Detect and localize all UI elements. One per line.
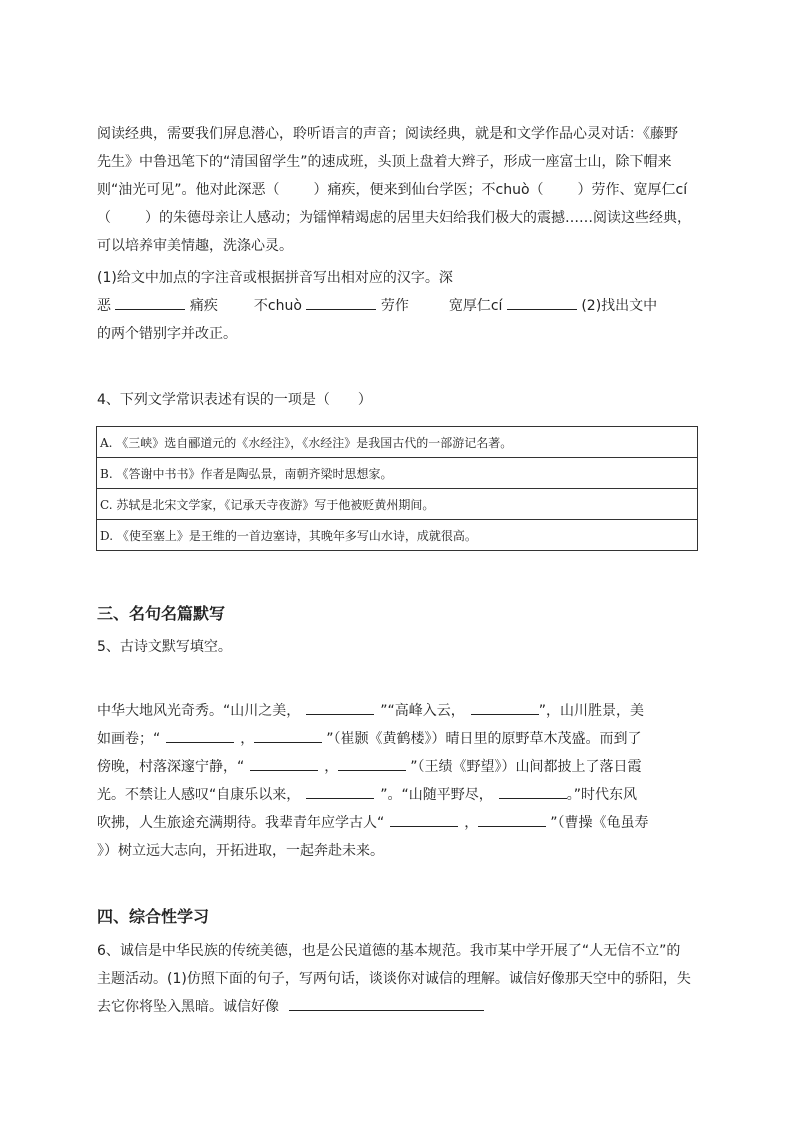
subquestion-line: 的两个错别字并改正。 — [97, 326, 237, 342]
answer-blank[interactable] — [499, 782, 567, 799]
q5-text: ， — [240, 731, 255, 747]
answer-blank[interactable] — [166, 726, 234, 743]
passage-line: 先生》中鲁迅笔下的“清国留学生”的速成班，头顶上盘着大辫子，形成一座富士山，除下帽来 — [97, 154, 672, 170]
q5-line: 》）树立远大志向，开拓进取，一起奔赴未来。 — [97, 843, 384, 859]
q5-line — [97, 725, 697, 753]
q3-subquestions — [97, 264, 697, 348]
q5-stem: 5、古诗文默写填空。 — [97, 639, 232, 655]
option-b[interactable]: B. 《答谢中书书》作者是陶弘景，南朝齐梁时思想家。 — [97, 458, 698, 489]
option-c[interactable]: C. 苏轼是北宋文学家，《记承天寺夜游》写于他被贬黄州期间。 — [97, 489, 698, 520]
option-d[interactable]: D. 《使至塞上》是王维的一首边塞诗，其晚年多写山水诗，成就很高。 — [97, 520, 698, 551]
q5-text: ”。“山随平野尽， — [380, 787, 493, 803]
q5-text: 如画卷；“ — [97, 731, 161, 747]
q5-text: ”，山川胜景，美 — [538, 703, 645, 719]
q5-text: 中华大地风光奇秀。“山川之美， — [97, 703, 301, 719]
q5-text: ”（王绩《野望》）山间都披上了落日霞 — [410, 759, 642, 775]
q5-text: ， — [324, 759, 339, 775]
answer-blank[interactable] — [115, 293, 185, 310]
q4-options-table — [96, 426, 698, 551]
q5-text: 。”时代东风 — [566, 787, 638, 803]
q5-text: ”（崔颢《黄鹤楼》）晴日里的原野草木茂盛。而到了 — [326, 731, 642, 747]
answer-blank[interactable] — [254, 726, 322, 743]
q5-text: ”（曹操《龟虽寿 — [550, 815, 649, 831]
answer-blank[interactable] — [390, 810, 458, 827]
q6-line: 主题活动。(1)仿照下面的句子，写两句话，谈谈你对诚信的理解。诚信好像那天空中的骄阳，失 — [97, 971, 691, 987]
answer-blank[interactable] — [478, 810, 546, 827]
q6-passage — [97, 937, 697, 1021]
answer-blank[interactable] — [338, 754, 406, 771]
q5-text: 吹拂，人生旅途充满期待。我辈青年应学古人“ — [97, 815, 385, 831]
q5-text: ”“高峰入云， — [380, 703, 465, 719]
passage-text: ）劳作、宽厚仁cí — [577, 182, 688, 198]
passage-text: ）痛疾，便来到仙台学医；不chuò（ — [313, 182, 544, 198]
q5-text: 傍晚，村落深邃宁静，“ — [97, 759, 245, 775]
passage-line: 可以培养审美情趣，洗涤心灵。 — [97, 238, 293, 254]
passage-line: 阅读经典，需要我们屏息潜心，聆听语言的声音；阅读经典，就是和文学作品心灵对话：《藤野 — [97, 126, 678, 142]
word-label: 恶 — [97, 298, 111, 314]
word-label: 劳作 — [380, 298, 409, 314]
word-label: 痛疾 — [189, 298, 218, 314]
section-heading: 四、综合性学习 — [97, 907, 210, 926]
answer-blank[interactable] — [289, 994, 484, 1011]
q3-passage — [97, 120, 697, 260]
word-label: 不chuò — [253, 298, 302, 314]
section-heading: 三、名句名篇默写 — [97, 604, 226, 623]
answer-blank[interactable] — [507, 293, 577, 310]
q5-line — [97, 697, 697, 725]
answer-blank[interactable] — [306, 782, 374, 799]
subquestion-text: (2)找出文中 — [581, 298, 658, 314]
answer-blank[interactable] — [471, 698, 539, 715]
q4-stem: 4、下列文学常识表述有误的一项是（ ） — [97, 392, 372, 408]
passage-text: ）的朱德母亲让人感动；为镭惮精竭虑的居里夫妇给我们极大的震撼……阅读这些经典， — [145, 210, 691, 226]
q5-text: 光。不禁让人感叹“自康乐以来， — [97, 787, 301, 803]
answer-blank[interactable] — [250, 754, 318, 771]
option-a[interactable]: A. 《三峡》选自郦道元的《水经注》，《水经注》是我国古代的一部游记名著。 — [97, 427, 698, 458]
q5-line — [97, 753, 697, 781]
q6-line: 6、诚信是中华民族的传统美德，也是公民道德的基本规范。我市某中学开展了“人无信不立”的 — [97, 943, 681, 959]
passage-text: （ — [97, 210, 111, 226]
passage-line — [97, 204, 697, 232]
subquestion-line: (1)给文中加点的字注音或根据拼音写出相对应的汉字。深 — [97, 270, 453, 286]
passage-line — [97, 176, 697, 204]
q5-passage — [97, 697, 697, 865]
subquestion-line — [97, 292, 697, 320]
q5-line — [97, 781, 697, 809]
q6-line — [97, 993, 697, 1021]
q6-text: 去它你将坠入黑暗。诚信好像 — [97, 999, 279, 1015]
answer-blank[interactable] — [306, 293, 376, 310]
q5-line — [97, 809, 697, 837]
q5-text: ， — [464, 815, 479, 831]
passage-text: 则“油光可见”。他对此深恶（ — [97, 182, 280, 198]
answer-blank[interactable] — [306, 698, 374, 715]
word-label: 宽厚仁cí — [448, 298, 503, 314]
